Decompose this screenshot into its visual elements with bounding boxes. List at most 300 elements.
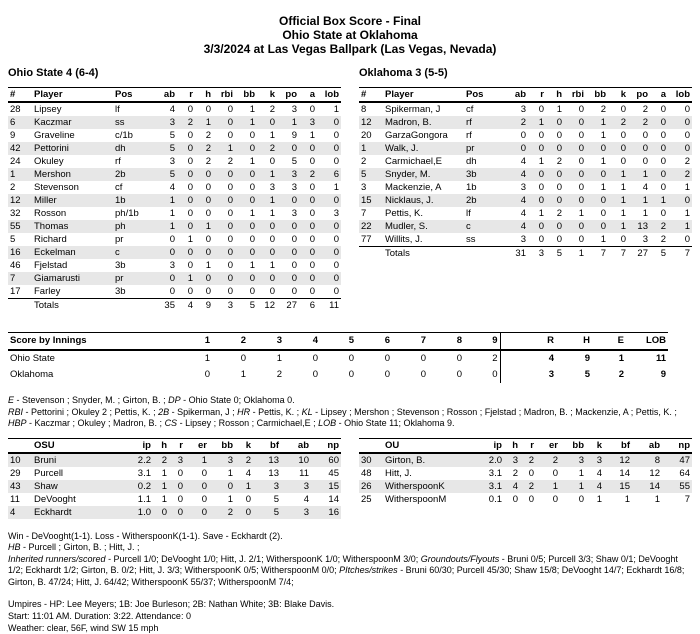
cell: po	[628, 88, 650, 103]
table-row	[359, 467, 692, 480]
cell: 5	[169, 143, 175, 154]
cell: E	[592, 333, 626, 351]
hit-batters-line	[8, 542, 692, 554]
cell: 0	[660, 104, 666, 115]
home-batting-body	[359, 102, 692, 247]
cell: 2	[187, 117, 193, 128]
cell: 13	[268, 454, 279, 466]
cell: 4	[520, 195, 526, 206]
cell: 2	[276, 369, 282, 380]
cell: 0	[684, 130, 690, 141]
cell: 0	[684, 104, 690, 115]
away-pitching-body	[8, 453, 341, 519]
cell: 0	[291, 143, 297, 154]
cell: 2	[684, 169, 690, 180]
cell: 0	[177, 506, 183, 518]
cell: 0	[520, 130, 526, 141]
cell: H	[556, 333, 592, 351]
cell: ss	[115, 117, 125, 128]
cell: 12	[649, 467, 660, 479]
cell: 4	[520, 208, 526, 219]
cell: 12	[361, 117, 372, 128]
cell: 1.0	[137, 506, 151, 518]
cell: 28	[10, 104, 21, 115]
cell: Lipsey	[34, 104, 62, 115]
cell: 1	[276, 353, 282, 364]
cell: 1	[205, 260, 211, 271]
cell: 29	[10, 467, 21, 479]
cell: 2	[512, 467, 518, 479]
cell: 11	[655, 353, 666, 364]
cell	[8, 299, 32, 313]
cell: 0	[333, 143, 339, 154]
cell: 0	[201, 480, 207, 492]
note-segment: - Lipsey ; Mershon ; Stevenson ; Rosson ; Fjelstad ; Madron, B. ; Mackenzie, A ; Pettis, K. ;	[312, 406, 677, 417]
cell: Kaczmar	[34, 117, 72, 128]
cell: 3	[248, 333, 284, 351]
cell: 1	[556, 104, 562, 115]
cell: 12	[257, 299, 277, 313]
table-row	[359, 102, 692, 116]
cell: 0	[578, 143, 584, 154]
cell: 0	[227, 195, 233, 206]
cell: 4	[284, 333, 320, 351]
cell: 2	[528, 480, 534, 492]
cell: 3	[213, 299, 235, 313]
cell: Nicklaus, J.	[385, 195, 434, 206]
cell: Eckhardt	[34, 506, 72, 518]
cell: 4	[303, 493, 309, 505]
cell: 0	[660, 117, 666, 128]
table-row	[359, 233, 692, 247]
cell: 5	[546, 247, 564, 261]
cell: 0	[333, 260, 339, 271]
cell: 0	[556, 182, 562, 193]
cell: bf	[604, 438, 632, 453]
cell: 1	[169, 221, 175, 232]
cell: 1	[624, 493, 630, 505]
cell: 0	[249, 182, 255, 193]
cell: 3	[303, 506, 309, 518]
cell: 0	[245, 493, 251, 505]
note-segment: PItches/strikes	[339, 565, 398, 575]
cell: 0	[309, 208, 315, 219]
cell: 3	[273, 480, 279, 492]
cell: 1	[176, 333, 212, 351]
cell: 0	[578, 104, 584, 115]
cell: Totals	[383, 247, 464, 261]
cell: r	[528, 88, 546, 103]
cell: np	[311, 438, 341, 453]
cell: Mershon	[34, 169, 71, 180]
table-row	[8, 155, 341, 168]
cell: 1	[249, 260, 255, 271]
cell: lf	[466, 208, 471, 219]
cell: 0	[240, 353, 246, 364]
cell: 0	[245, 506, 251, 518]
table-row	[8, 272, 341, 285]
cell: 2	[660, 221, 666, 232]
weather-line: Weather: clear, 56F, wind SW 15 mph	[8, 623, 159, 633]
home-batting-totals	[359, 247, 692, 261]
cell: 2	[245, 454, 251, 466]
title-line-venue: 3/3/2024 at Las Vegas Ballpark (Las Vegas, Nevada)	[203, 42, 497, 56]
cell: 0	[227, 260, 233, 271]
cell: 0	[538, 104, 544, 115]
cell: 0	[205, 169, 211, 180]
cell: 46	[10, 260, 21, 271]
cell: 0	[520, 143, 526, 154]
cell: 0	[309, 273, 315, 284]
cell: 5	[584, 369, 590, 380]
cell: 0	[538, 221, 544, 232]
cell: 1	[269, 195, 275, 206]
cell: 9	[10, 130, 16, 141]
table-row	[359, 181, 692, 194]
cell: 1b	[115, 195, 126, 206]
cell: 2	[642, 117, 648, 128]
cell: h	[504, 438, 520, 453]
line-score-header	[8, 333, 668, 351]
cell: 2b	[466, 195, 477, 206]
table-row	[8, 467, 341, 480]
cell: c/1b	[115, 130, 133, 141]
cell: 1	[333, 182, 339, 193]
cell: 1	[227, 493, 233, 505]
cell: 1	[249, 117, 255, 128]
cell: 0	[528, 467, 534, 479]
table-row	[359, 129, 692, 142]
table-row	[359, 168, 692, 181]
cell: 0	[333, 273, 339, 284]
cell: 1	[538, 208, 544, 219]
cell: k	[235, 438, 253, 453]
table-row	[8, 367, 668, 383]
cell: bb	[560, 438, 586, 453]
cell: 4	[520, 169, 526, 180]
cell: c	[466, 221, 471, 232]
win-loss-save-line	[8, 531, 692, 543]
cell: 0	[620, 156, 626, 167]
cell: ab	[504, 88, 528, 103]
cell: 0	[249, 234, 255, 245]
cell: 3	[177, 454, 183, 466]
cell: 5	[169, 130, 175, 141]
cell: 1	[249, 208, 255, 219]
cell: 0	[420, 353, 426, 364]
cell: Stevenson	[34, 182, 79, 193]
cell: 1	[205, 117, 211, 128]
cell: 5	[169, 169, 175, 180]
cell: 1	[161, 493, 167, 505]
umpires-line: Umpires - HP: Lee Meyers; 1B: Joe Burleson; 2B: Nathan White; 3B: Blake Davis.	[8, 599, 335, 609]
cell: 3	[520, 104, 526, 115]
cell: 0	[556, 130, 562, 141]
cell: 2	[205, 143, 211, 154]
note-segment: RBI	[8, 406, 24, 417]
cell: 1	[660, 195, 666, 206]
cell: 1	[361, 143, 367, 154]
cell: cf	[466, 104, 474, 115]
cell: 3.1	[137, 467, 151, 479]
cell: 0	[660, 182, 666, 193]
cell: ss	[466, 234, 476, 245]
away-batting-body	[8, 102, 341, 299]
cell: 3	[291, 182, 297, 193]
cell: 0	[187, 247, 193, 258]
cell: ab	[153, 88, 177, 103]
cell: 0	[600, 208, 606, 219]
cell: 0	[187, 156, 193, 167]
cell: Totals	[32, 299, 113, 313]
cell: 32	[10, 208, 21, 219]
cell: 0	[578, 221, 584, 232]
cell: 0.1	[488, 493, 502, 505]
cell: 3	[227, 454, 233, 466]
cell: 7	[361, 208, 367, 219]
cell: 0	[269, 247, 275, 258]
cell: 26	[361, 480, 372, 492]
start-duration-line: Start: 11:01 AM. Duration: 3:22. Attendance: 0	[8, 611, 191, 621]
pitching-away-column	[8, 438, 341, 519]
cell: 0.2	[137, 480, 151, 492]
cell: 1	[204, 353, 210, 364]
cell: 1.1	[137, 493, 151, 505]
cell: 0	[620, 104, 626, 115]
cell: 0	[187, 286, 193, 297]
cell: 0	[205, 182, 211, 193]
cell: 2	[227, 506, 233, 518]
table-row	[8, 181, 341, 194]
cell: 1	[249, 156, 255, 167]
cell: 1	[227, 143, 233, 154]
cell: 2	[205, 156, 211, 167]
cell: 0	[492, 369, 498, 380]
note-segment: KL	[301, 406, 313, 417]
cell: Okuley	[34, 156, 64, 167]
cell: 2	[205, 130, 211, 141]
cell: 1	[240, 369, 246, 380]
cell: 1	[333, 104, 339, 115]
cell: 0	[291, 234, 297, 245]
note-segment: - Lipsey ; Rosson ; Carmichael,E ;	[177, 418, 319, 428]
cell: 0	[169, 273, 175, 284]
table-row	[8, 493, 341, 506]
cell: 1	[201, 454, 207, 466]
cell: 0	[456, 353, 462, 364]
cell: ab	[281, 438, 311, 453]
cell: 0	[201, 506, 207, 518]
cell: 1	[538, 117, 544, 128]
cell: 2	[660, 234, 666, 245]
cell: Hitt, J.	[385, 467, 412, 479]
cell: 11	[317, 299, 341, 313]
cell: OU	[383, 438, 476, 453]
cell: 2	[618, 369, 624, 380]
cell: 3	[578, 454, 584, 466]
cell: 0	[227, 117, 233, 128]
cell: 2	[269, 143, 275, 154]
table-row	[8, 142, 341, 155]
cell: 3	[169, 117, 175, 128]
cell: h	[546, 88, 564, 103]
cell: Pettorini	[34, 143, 69, 154]
cell: 2	[10, 182, 16, 193]
cell: 0	[578, 117, 584, 128]
cell: Richard	[34, 234, 67, 245]
cell: 0	[187, 260, 193, 271]
cell: 1	[205, 221, 211, 232]
cell: 0	[269, 234, 275, 245]
cell: bb	[586, 88, 608, 103]
cell: dh	[466, 156, 477, 167]
cell: ip	[125, 438, 153, 453]
cell: 4	[642, 182, 648, 193]
cell: 0	[249, 143, 255, 154]
table-row	[8, 438, 341, 453]
cell: 0	[269, 273, 275, 284]
cell: 25	[361, 493, 372, 505]
cell: 2	[600, 104, 606, 115]
cell: Oklahoma	[10, 369, 54, 380]
cell: 55	[679, 480, 690, 492]
cell: 0	[205, 208, 211, 219]
cell: 0	[187, 208, 193, 219]
cell: 0	[578, 234, 584, 245]
cell: 0	[556, 195, 562, 206]
cell: 22	[361, 221, 372, 232]
cell: 0	[187, 169, 193, 180]
cell: ph	[115, 221, 126, 232]
cell: 60	[328, 454, 339, 466]
batting-away-column	[8, 67, 341, 312]
cell: 45	[328, 467, 339, 479]
cell: 0	[205, 234, 211, 245]
cell: 14	[619, 467, 630, 479]
table-row	[8, 129, 341, 142]
cell: 12	[10, 195, 21, 206]
cell: 0	[227, 273, 233, 284]
line-score-table	[8, 332, 668, 383]
cell: 1	[269, 130, 275, 141]
cell: 6	[299, 299, 317, 313]
note-segment: HBP	[8, 418, 27, 428]
title-line-status: Official Box Score - Final	[278, 14, 422, 28]
cell: 0	[187, 221, 193, 232]
cell: 0	[333, 221, 339, 232]
cell: 4	[177, 299, 195, 313]
cell: #	[8, 88, 32, 103]
cell: 0	[309, 234, 315, 245]
cell: 0	[249, 286, 255, 297]
batting-home-column	[359, 67, 692, 260]
cell: 2	[620, 117, 626, 128]
cell: #	[359, 88, 383, 103]
cell: 13	[268, 467, 279, 479]
cell: 5	[650, 247, 668, 261]
cell: 0	[384, 369, 390, 380]
cell: 3	[333, 208, 339, 219]
cell: 0	[538, 182, 544, 193]
cell: 0	[249, 169, 255, 180]
note-segment: - Stevenson ; Snyder, M. ; Girton, B. ;	[14, 395, 169, 405]
note-segment: CS	[164, 418, 178, 428]
note-segment: Inherited runners/scored	[8, 553, 106, 564]
cell: Miller	[34, 195, 57, 206]
cell: 0	[205, 247, 211, 258]
cell: 0	[227, 286, 233, 297]
cell: 43	[10, 480, 21, 492]
cell: Score by Innings	[8, 333, 176, 351]
batting-section	[8, 67, 692, 312]
cell: 0	[556, 169, 562, 180]
cell: Shaw	[34, 480, 58, 492]
cell: 0	[187, 195, 193, 206]
cell: 0	[187, 143, 193, 154]
cell: Pettis, K.	[385, 208, 424, 219]
cell: 8	[428, 333, 464, 351]
cell: 0	[660, 130, 666, 141]
table-row	[359, 247, 692, 261]
cell: 2	[528, 454, 534, 466]
note-segment: - Bruni 0/5; Purcell 3/3; Shaw 0/1; DeVooght 1/2; Eckhardt 1/2; Girton, B. 0/2; Hitt, J. 3/3; WitherspoonK 0/5; WitherspoonM 0/0;	[8, 553, 678, 575]
cell: 1	[269, 169, 275, 180]
cell: Ohio State	[10, 353, 55, 364]
cell: po	[277, 88, 299, 103]
cell: Carmichael,E	[385, 156, 443, 167]
cell: 5	[320, 333, 356, 351]
cell	[359, 438, 383, 453]
cell: 2	[309, 169, 315, 180]
cell: 0	[384, 353, 390, 364]
cell: 15	[619, 480, 630, 492]
cell: 1b	[466, 182, 477, 193]
note-segment: Groundouts/Flyouts	[420, 553, 500, 564]
cell: dh	[115, 143, 126, 154]
cell: 48	[361, 467, 372, 479]
cell: 1	[10, 169, 16, 180]
cell: Eckelman	[34, 247, 76, 258]
cell: 3b	[115, 260, 126, 271]
cell: 0	[291, 221, 297, 232]
cell: 0	[249, 273, 255, 284]
cell: 1	[552, 480, 558, 492]
note-segment: HR	[237, 406, 251, 417]
cell: 2.2	[137, 454, 151, 466]
cell: 0	[177, 480, 183, 492]
cell: 0	[333, 195, 339, 206]
cell: 5	[361, 169, 367, 180]
cell: 5	[273, 493, 279, 505]
cell: 3b	[115, 286, 126, 297]
cell: Mudler, S.	[385, 221, 428, 232]
cell: WitherspoonK	[385, 480, 445, 492]
cell: 1	[269, 260, 275, 271]
cell: 1	[538, 156, 544, 167]
cell: 0	[177, 493, 183, 505]
cell: 1	[291, 117, 297, 128]
cell: 3.1	[488, 480, 502, 492]
table-row	[8, 246, 341, 259]
pitching-notes	[8, 531, 692, 589]
cell: Rosson	[34, 208, 67, 219]
cell: lf	[115, 104, 120, 115]
cell: 9	[291, 130, 297, 141]
cell: 4	[512, 480, 518, 492]
cell: r	[177, 88, 195, 103]
table-row	[8, 299, 341, 313]
cell: 0	[600, 221, 606, 232]
